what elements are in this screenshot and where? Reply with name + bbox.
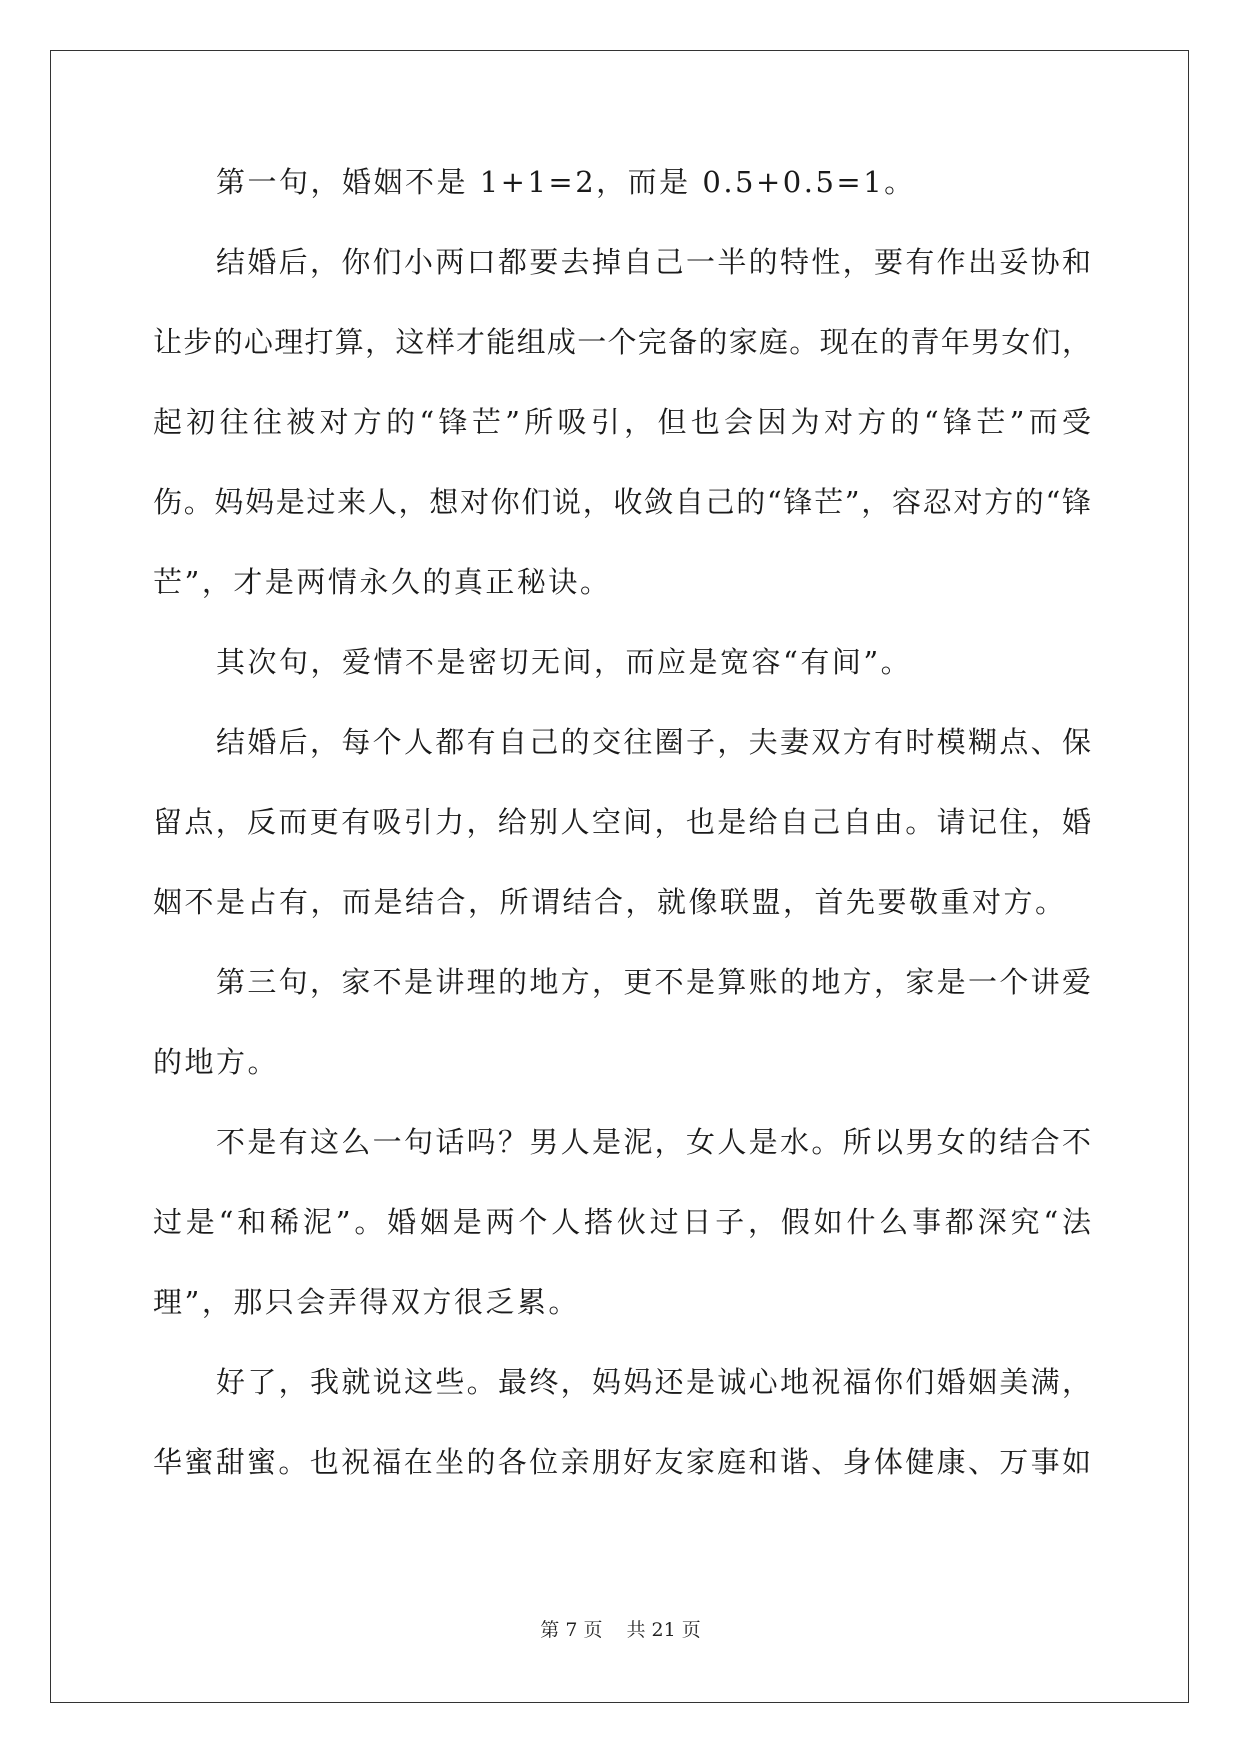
paragraph-line: 姻不是占有，而是结合，所谓结合，就像联盟，首先要敬重对方。 xyxy=(153,885,1067,919)
paragraph-line: 理”，那只会弄得双方很乏累。 xyxy=(153,1285,580,1319)
paragraph-line: 不是有这么一句话吗？男人是泥，女人是水。所以男女的结合不 xyxy=(216,1125,1091,1159)
page-footer xyxy=(0,1618,1241,1642)
paragraph-line: 第三句，家不是讲理的地方，更不是算账的地方，家是一个讲爱 xyxy=(216,965,1091,999)
paragraph-line: 起初往往被对方的“锋芒”所吸引，但也会因为对方的“锋芒”而受 xyxy=(153,405,1091,439)
paragraph-line: 让步的心理打算，这样才能组成一个完备的家庭。现在的青年男女们， xyxy=(153,325,1091,359)
paragraph-line: 其次句，爱情不是密切无间，而应是宽容“有间”。 xyxy=(216,645,913,679)
page-total: 共 21 页 xyxy=(626,1619,701,1641)
paragraph-line: 过是“和稀泥”。婚姻是两个人搭伙过日子，假如什么事都深究“法 xyxy=(153,1205,1091,1239)
paragraph-line: 华蜜甜蜜。也祝福在坐的各位亲朋好友家庭和谐、身体健康、万事如 xyxy=(153,1445,1091,1479)
paragraph-line: 好了，我就说这些。最终，妈妈还是诚心地祝福你们婚姻美满， xyxy=(216,1365,1091,1399)
page-number: 第 7 页 xyxy=(540,1619,603,1641)
paragraph-line: 结婚后，每个人都有自己的交往圈子，夫妻双方有时模糊点、保 xyxy=(216,725,1091,759)
paragraph-line: 芒”，才是两情永久的真正秘诀。 xyxy=(153,565,612,599)
paragraph-line: 伤。妈妈是过来人，想对你们说，收敛自己的“锋芒”，容忍对方的“锋 xyxy=(153,485,1091,519)
paragraph-line: 的地方。 xyxy=(153,1045,280,1079)
paragraph-line: 留点，反而更有吸引力，给别人空间，也是给自己自由。请记住，婚 xyxy=(153,805,1091,839)
paragraph-line: 第一句，婚姻不是 1+1=2，而是 0.5+0.5=1。 xyxy=(216,165,916,199)
paragraph-line: 结婚后，你们小两口都要去掉自己一半的特性，要有作出妥协和 xyxy=(216,245,1091,279)
